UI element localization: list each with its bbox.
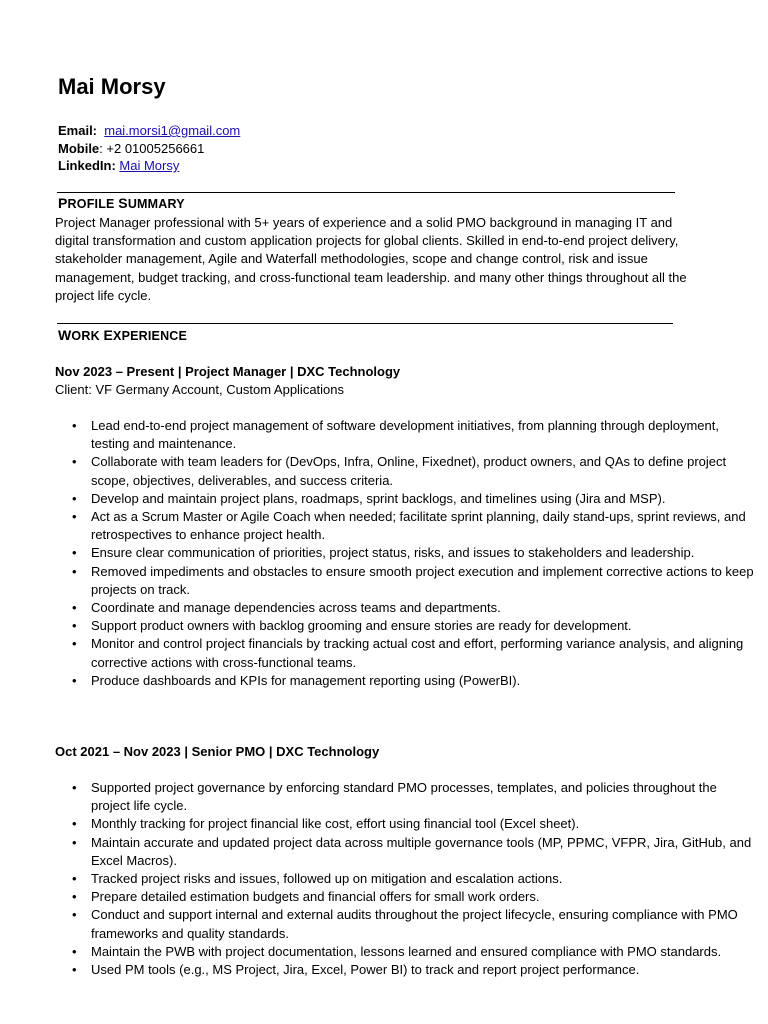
email-line	[58, 122, 240, 140]
list-item: • Monthly tracking for project financial like cost, effort using financial tool (Excel sheet).	[91, 815, 756, 833]
linkedin-line	[58, 157, 240, 175]
email-label: Email:	[58, 123, 98, 138]
list-item: • Coordinate and manage dependencies across teams and departments.	[91, 599, 756, 617]
list-item: • Maintain the PWB with project documentation, lessons learned and ensured compliance with PMO standards.	[91, 943, 756, 961]
list-item: • Support product owners with backlog grooming and ensure stories are ready for development.	[91, 617, 756, 635]
linkedin-link[interactable]: Mai Morsy	[119, 158, 180, 173]
job-client: Client: VF Germany Account, Custom Applications	[55, 382, 345, 397]
list-item: • Maintain accurate and updated project data across multiple governance tools (MP, PPMC, VFPR, Jira, GitHub, and Excel Macros).	[91, 834, 756, 870]
job-2-bullet-list	[55, 779, 756, 979]
profile-summary-text: Project Manager professional with 5+ years of experience and a solid PMO background in managing IT and digital transformation and custom application projects for global clients. Skilled in end-to-end project delivery, stakeholder management, Agile and Waterfall methodologies, scope and change control, risk and issue management, budget tracking, and cross-functional team leadership. and many other things throughout all the project life cycle.	[55, 215, 687, 303]
list-item: • Act as a Scrum Master or Agile Coach when needed; facilitate sprint planning, daily stand-ups, sprint reviews, and retrospectives to enhance project health.	[91, 508, 756, 544]
list-item: • Used PM tools (e.g., MS Project, Jira, Excel, Power BI) to track and report project performance.	[91, 961, 756, 979]
work-experience-heading: WORK EXPERIENCE	[58, 327, 188, 343]
list-item: • Develop and maintain project plans, roadmaps, sprint backlogs, and timelines using (Jira and MSP).	[91, 490, 756, 508]
list-item: • Lead end-to-end project management of software development initiatives, from planning through deployment, testing and maintenance.	[91, 417, 756, 453]
mobile-line	[58, 140, 240, 158]
list-item: • Supported project governance by enforcing standard PMO processes, templates, and policies throughout the project life cycle.	[91, 779, 756, 815]
list-item: • Collaborate with team leaders for (DevOps, Infra, Online, Fixednet), product owners, and QAs to define project scope, objectives, deliverables, and success criteria.	[91, 453, 756, 489]
email-link[interactable]: mai.morsi1@gmail.com	[104, 123, 241, 138]
list-item: • Monitor and control project financials by tracking actual cost and effort, performing variance analysis, and aligning corrective actions with cross-functional teams.	[91, 635, 756, 671]
list-item: • Tracked project risks and issues, followed up on mitigation and escalation actions.	[91, 870, 756, 888]
job-heading: Oct 2021 – Nov 2023 | Senior PMO | DXC Technology	[55, 744, 380, 759]
list-item: • Produce dashboards and KPIs for management reporting using (PowerBI).	[91, 672, 756, 690]
contact-block	[58, 122, 240, 175]
candidate-name: Mai Morsy	[58, 74, 166, 99]
job-heading: Nov 2023 – Present | Project Manager | DXC Technology	[55, 364, 401, 379]
mobile-value: : +2 01005256661	[99, 140, 205, 156]
mobile-label: Mobile	[58, 140, 100, 156]
divider-work	[57, 323, 673, 324]
list-item: • Prepare detailed estimation budgets and financial offers for small work orders.	[91, 888, 756, 906]
list-item: • Conduct and support internal and external audits throughout the project lifecycle, ensuring compliance with PMO frameworks and quality standards.	[91, 906, 756, 942]
divider-profile	[57, 192, 675, 193]
profile-summary-heading: PROFILE SUMMARY	[58, 195, 185, 211]
list-item: • Ensure clear communication of priorities, project status, risks, and issues to stakeholders and leadership.	[91, 544, 756, 562]
linkedin-label: LinkedIn:	[58, 158, 116, 173]
list-item: • Removed impediments and obstacles to ensure smooth project execution and implement corrective actions to keep projects on track.	[91, 563, 756, 599]
job-1-bullet-list	[55, 417, 756, 690]
